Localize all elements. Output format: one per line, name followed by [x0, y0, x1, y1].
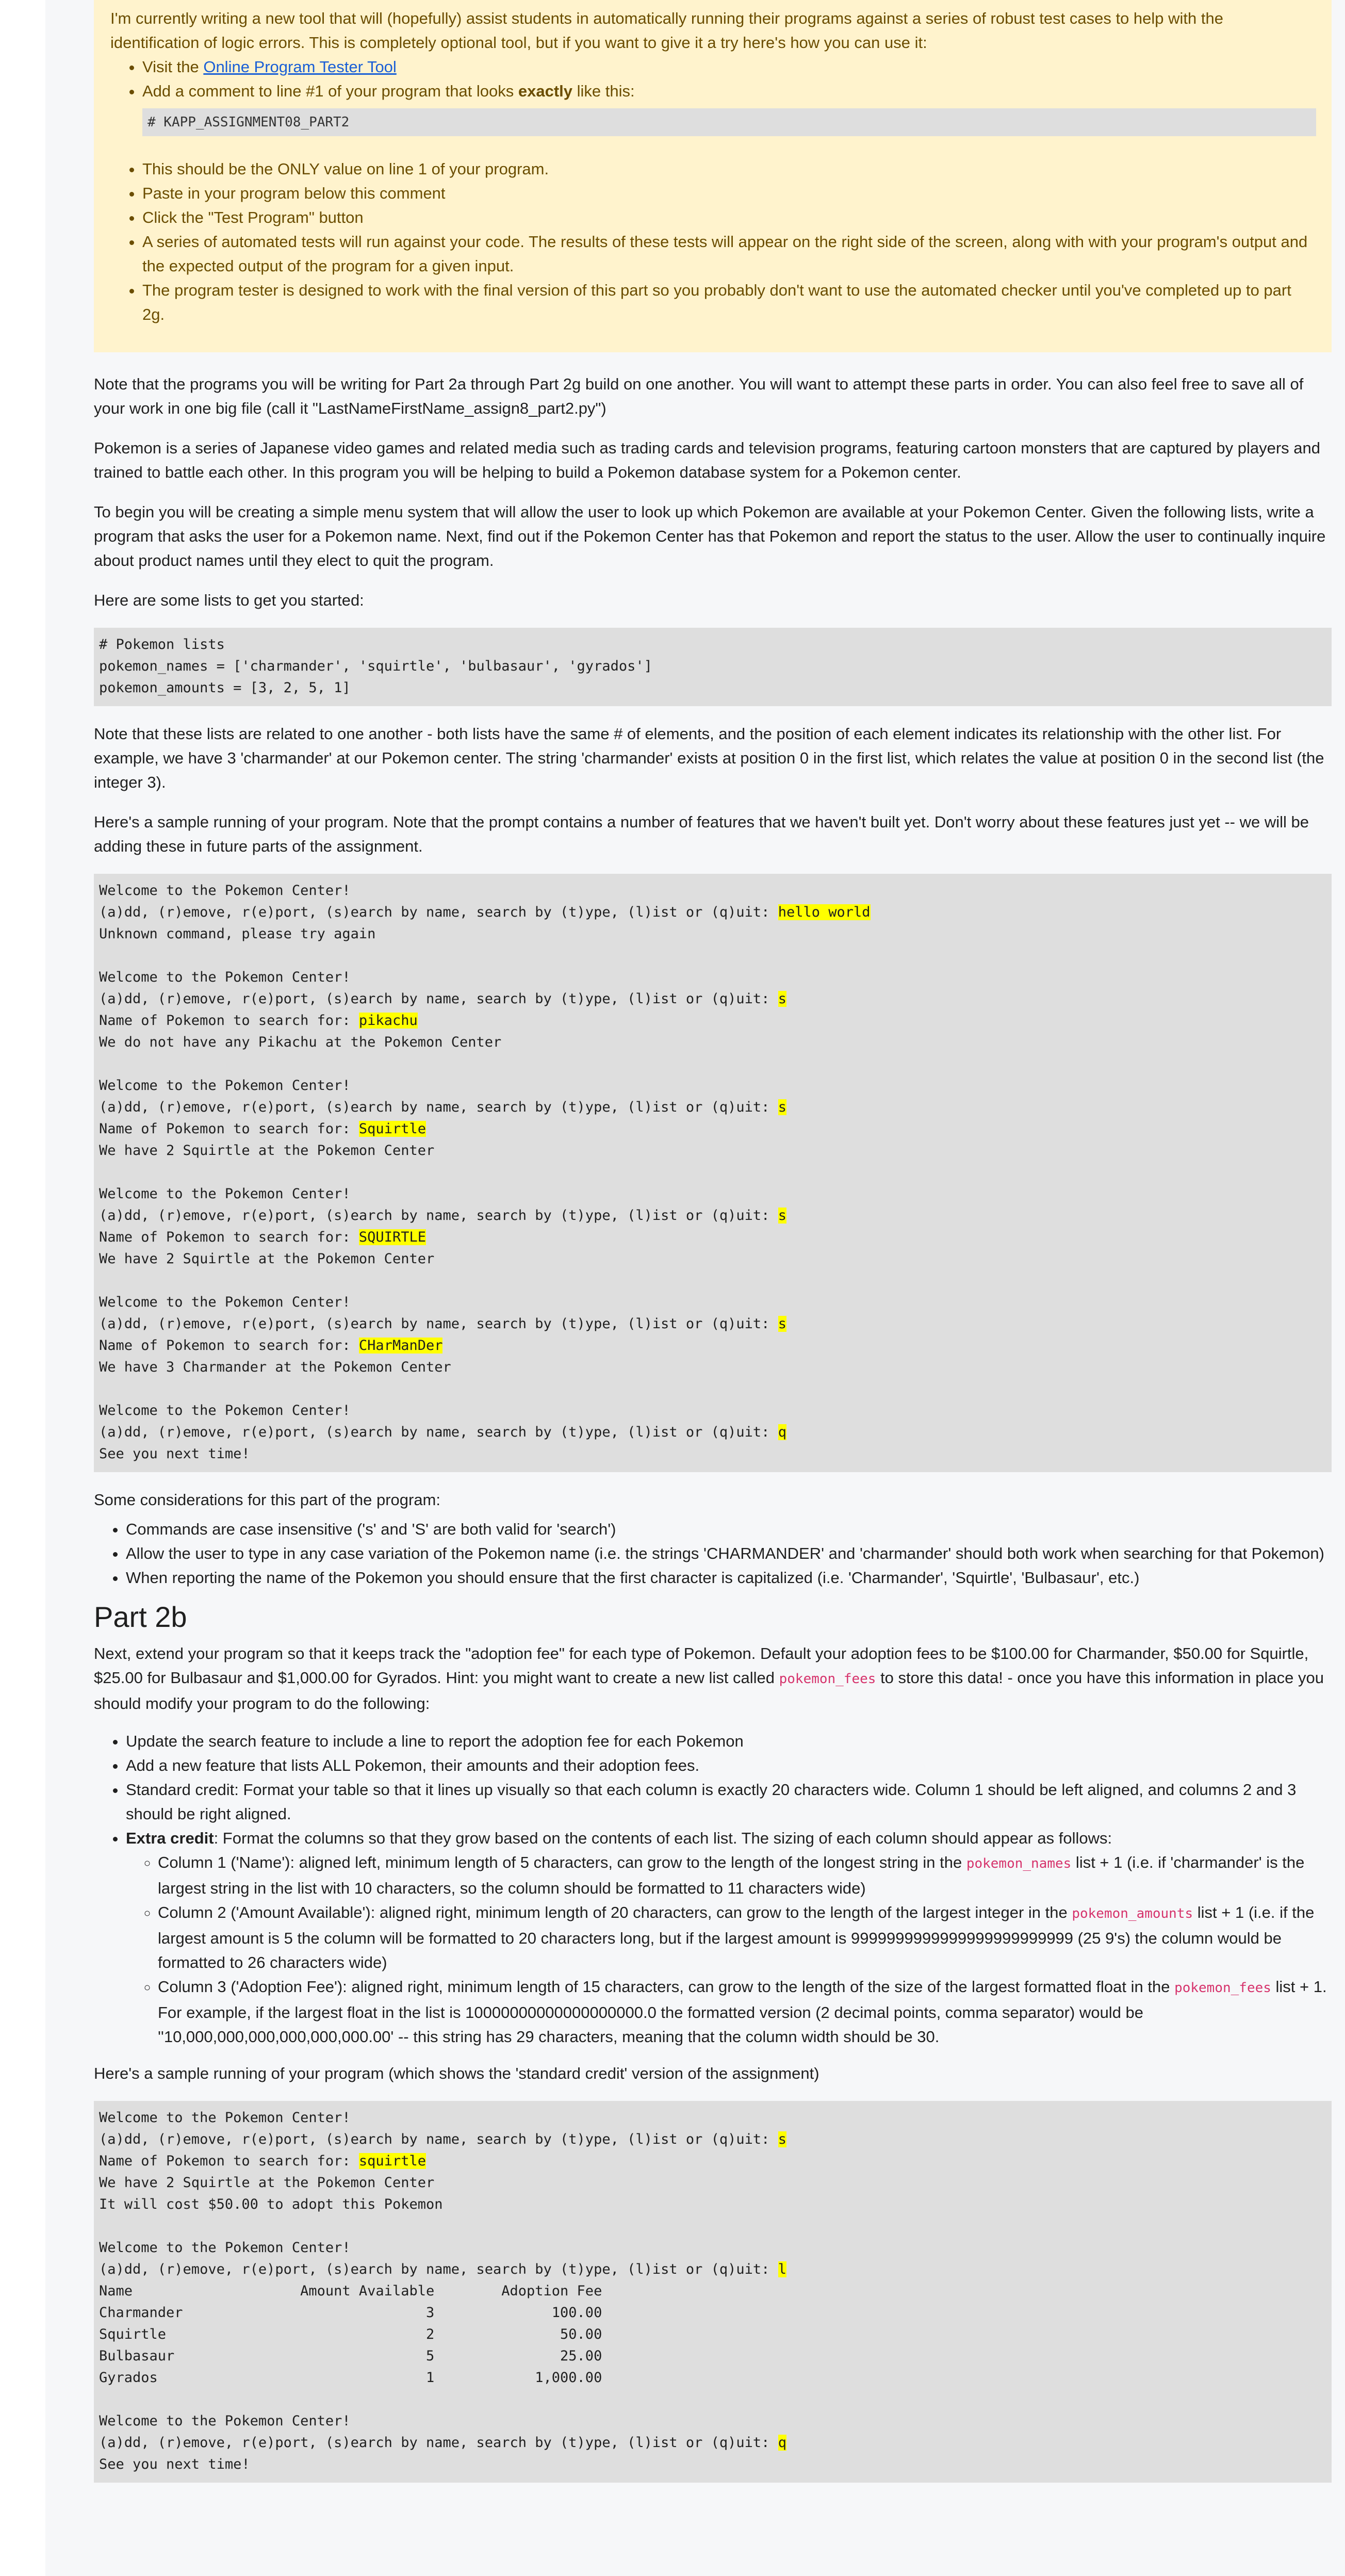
extra-credit-sublist [126, 1850, 1332, 2049]
prompt-text: (a)dd, (r)emove, r(e)port, (s)earch by name, search by (t)ype, (l)ist or (q)uit: [99, 2131, 778, 2147]
list-item: • Commands are case insensitive ('s' and 'S' are both valid for 'search') [126, 1517, 1332, 1541]
user-input: s [778, 1208, 786, 1224]
prompt-text: (a)dd, (r)emove, r(e)port, (s)earch by name, search by (t)ype, (l)ist or (q)uit: [99, 1208, 778, 1224]
user-input: SQUIRTLE [358, 1229, 426, 1245]
comment-prefix: Add a comment to line #1 of your program that looks [142, 82, 518, 100]
user-input: q [778, 1424, 786, 1440]
output-line: See you next time! [99, 1446, 250, 1462]
text-fragment: Column 2 ('Amount Available'): aligned right, minimum length of 20 characters, can grow to the length of the largest integer in the [158, 1903, 1072, 1921]
output-line: We have 2 Squirtle at the Pokemon Center [99, 1143, 435, 1159]
welcome-line: Welcome to the Pokemon Center! [99, 2240, 351, 2256]
search-prompt: Name of Pokemon to search for: [99, 1013, 359, 1029]
visit-prefix: Visit the [142, 58, 204, 76]
welcome-line: Welcome to the Pokemon Center! [99, 883, 351, 899]
welcome-line: Welcome to the Pokemon Center! [99, 1186, 351, 1202]
text-fragment: : Format the columns so that they grow based on the contents of each list. The sizing of each column should appear as follows: [214, 1829, 1112, 1847]
code-line: pokemon_names = ['charmander', 'squirtle', 'bulbasaur', 'gyrados'] [99, 658, 652, 674]
welcome-line: Welcome to the Pokemon Center! [99, 1403, 351, 1419]
list-item: • Allow the user to type in any case variation of the Pokemon name (i.e. the strings 'CHARMANDER' and 'charmander' should both work when searching for that Pokemon) [126, 1541, 1332, 1566]
notice-step: • The program tester is designed to work with the final version of this part so you probably don't want to use the automated checker until you've completed up to part 2g. [142, 278, 1316, 327]
notice-step: • Click the "Test Program" button [142, 205, 1316, 230]
prompt-text: (a)dd, (r)emove, r(e)port, (s)earch by name, search by (t)ype, (l)ist or (q)uit: [99, 991, 778, 1007]
text-fragment: Column 1 ('Name'): aligned left, minimum length of 5 characters, can grow to the length of the longest string in the [158, 1853, 966, 1871]
table-row: Squirtle 2 50.00 [99, 2326, 602, 2342]
prompt-text: (a)dd, (r)emove, r(e)port, (s)earch by name, search by (t)ype, (l)ist or (q)uit: [99, 1316, 778, 1332]
search-prompt: Name of Pokemon to search for: [99, 1121, 359, 1137]
prompt-text: (a)dd, (r)emove, r(e)port, (s)earch by name, search by (t)ype, (l)ist or (q)uit: [99, 2261, 778, 2277]
paragraph: Note that these lists are related to one another - both lists have the same # of elements, and the position of each element indicates its relationship with the other list. For example, we have 3 'charmander' at our Pokemon center. The string 'charmander' exists at position 0 in the first list, which relates the value at position 0 in the second list (the integer 3). [94, 725, 1324, 791]
comment-code-block: # KAPP_ASSIGNMENT08_PART2 [142, 108, 1316, 136]
output-line: We have 2 Squirtle at the Pokemon Center [99, 1251, 435, 1267]
paragraph: Here's a sample running of your program. Note that the prompt contains a number of features that we haven't built yet. Don't worry about these features just yet -- we will be adding these in future parts of the assignment. [94, 813, 1309, 855]
sub-list-item [158, 1975, 1332, 2049]
considerations-list [94, 1517, 1332, 1590]
list-item: • When reporting the name of the Pokemon you should ensure that the first character is capitalized (i.e. 'Charmander', 'Squirtle', 'Bulbasaur', etc.) [126, 1566, 1332, 1590]
inline-code: pokemon_amounts [1072, 1906, 1193, 1921]
user-input: s [778, 1316, 786, 1332]
welcome-line: Welcome to the Pokemon Center! [99, 2413, 351, 2429]
list-item-extra-credit [126, 1826, 1332, 2049]
user-input: s [778, 991, 786, 1007]
list-item: • Add a new feature that lists ALL Pokemon, their amounts and their adoption fees. [126, 1753, 1332, 1778]
table-row: Charmander 3 100.00 [99, 2305, 602, 2321]
welcome-line: Welcome to the Pokemon Center! [99, 1294, 351, 1310]
prompt-text: (a)dd, (r)emove, r(e)port, (s)earch by name, search by (t)ype, (l)ist or (q)uit: [99, 904, 778, 920]
text-fragment: Next, extend your program so that it keeps track the "adoption fee" for each type of Pokemon. Default your adoption fees to be $100.00 for Charmander, $50.00 for Squirtle, $25.00 for Bulbasaur and $1,000.00 for Gyrados. Hint: you might want to create a new list called [94, 1644, 1309, 1687]
table-row: Gyrados 1 1,000.00 [99, 2370, 602, 2386]
online-tester-link[interactable]: Online Program Tester Tool [203, 58, 397, 76]
code-line: pokemon_amounts = [3, 2, 5, 1] [99, 680, 351, 696]
table-row: Bulbasaur 5 25.00 [99, 2348, 602, 2364]
user-input: l [778, 2261, 786, 2277]
part-2b-list [94, 1729, 1332, 2049]
prompt-text: (a)dd, (r)emove, r(e)port, (s)earch by name, search by (t)ype, (l)ist or (q)uit: [99, 1099, 778, 1115]
user-input: q [778, 2435, 786, 2451]
output-line: Unknown command, please try again [99, 926, 376, 942]
search-prompt: Name of Pokemon to search for: [99, 1338, 359, 1354]
extra-credit-label: Extra credit [126, 1829, 214, 1847]
table-header-line: Name Amount Available Adoption Fee [99, 2283, 602, 2299]
output-line: We have 2 Squirtle at the Pokemon Center [99, 2175, 435, 2191]
text-fragment: list + 1. For example, if the largest float in the list is 10000000000000000000.0 the formatted version (2 decimal points, comma separator) would be ''10,000,000,000,000,000,000.00' -- this string has 29 characters, meaning that the column width should be 30. [158, 1978, 1327, 2046]
comment-suffix: like this: [572, 82, 635, 100]
inline-code: pokemon_fees [1174, 1980, 1271, 1996]
sample-run-2 [94, 2101, 1332, 2483]
sub-list-item [158, 1900, 1332, 1975]
page-background [45, 0, 1345, 2576]
notice-step: • Paste in your program below this comment [142, 181, 1316, 205]
code-line: # Pokemon lists [99, 637, 225, 653]
notice-step: • A series of automated tests will run against your code. The results of these tests will appear on the right side of the screen, along with with your program's output and the expected output of the program for a given input. [142, 230, 1316, 278]
notice-step-visit [142, 55, 1316, 79]
assignment-content [94, 0, 1332, 2483]
paragraph: Some considerations for this part of the program: [94, 1491, 440, 1509]
list-item: • Standard credit: Format your table so that it lines up visually so that each column is exactly 20 characters wide. Column 1 should be left aligned, and columns 2 and 3 should be right aligned. [126, 1778, 1332, 1826]
comment-bold: exactly [518, 82, 573, 100]
notice-steps [110, 55, 1316, 327]
search-prompt: Name of Pokemon to search for: [99, 1229, 359, 1245]
search-prompt: Name of Pokemon to search for: [99, 2153, 359, 2169]
output-line: See you next time! [99, 2456, 250, 2472]
user-input: hello world [778, 904, 871, 920]
user-input: squirtle [358, 2153, 426, 2169]
notice-step-comment [142, 79, 1316, 136]
output-line: We do not have any Pikachu at the Pokemon Center [99, 1034, 502, 1050]
inline-code: pokemon_fees [779, 1671, 876, 1687]
tester-notice [94, 0, 1332, 352]
user-input: s [778, 1099, 786, 1115]
sub-list-item [158, 1850, 1332, 1900]
prompt-text: (a)dd, (r)emove, r(e)port, (s)earch by name, search by (t)ype, (l)ist or (q)uit: [99, 2435, 778, 2451]
text-fragment: list + 1 (i.e. if the largest amount is 5 the column will be formatted to 20 characters long, but if the largest amount is 9999999999999999999999999 (25 9's) the column would be formatted to 26 characters wide) [158, 1903, 1315, 1971]
output-line: We have 3 Charmander at the Pokemon Center [99, 1359, 451, 1375]
paragraph: Note that the programs you will be writing for Part 2a through Part 2g build on one another. You will want to attempt these parts in order. You can also feel free to save all of your work in one big file (call it "LastNameFirstName_assign8_part2.py") [94, 375, 1304, 417]
user-input: pikachu [358, 1013, 418, 1029]
notice-step: • This should be the ONLY value on line 1 of your program. [142, 157, 1316, 181]
text-fragment: to store this data! - once you have this information in place you should modify your program to do the following: [94, 1669, 1324, 1713]
user-input: CHarManDer [358, 1338, 443, 1354]
user-input: s [778, 2131, 786, 2147]
text-fragment: list + 1 (i.e. if 'charmander' is the largest string in the list with 10 characters, so the column should be formatted to 11 characters wide) [158, 1853, 1305, 1897]
sample-run-1 [94, 874, 1332, 1472]
paragraph [94, 1641, 1332, 1716]
paragraph: To begin you will be creating a simple menu system that will allow the user to look up which Pokemon are available at your Pokemon Center. Given the following lists, write a program that asks the user for a Pokemon name. Next, find out if the Pokemon Center has that Pokemon and report the status to the user. Allow the user to continually inquire about product names until they elect to quit the program. [94, 503, 1326, 569]
paragraph: Here are some lists to get you started: [94, 591, 364, 609]
notice-intro: I'm currently writing a new tool that will (hopefully) assist students in automatically running their programs against a series of robust test cases to help with the identification of logic errors. This is completely optional tool, but if you want to give it a try here's how you can use it: [110, 9, 1223, 52]
prompt-text: (a)dd, (r)emove, r(e)port, (s)earch by name, search by (t)ype, (l)ist or (q)uit: [99, 1424, 778, 1440]
inline-code: pokemon_names [966, 1856, 1072, 1871]
lists-code-block [94, 628, 1332, 706]
part-2b-heading: Part 2b [94, 1601, 187, 1633]
welcome-line: Welcome to the Pokemon Center! [99, 2110, 351, 2126]
paragraph: Pokemon is a series of Japanese video games and related media such as trading cards and television programs, featuring cartoon monsters that are captured by players and trained to battle each other. In this program you will be helping to build a Pokemon database system for a Pokemon center. [94, 439, 1320, 481]
text-fragment: Column 3 ('Adoption Fee'): aligned right, minimum length of 15 characters, can grow to the length of the size of the largest formatted float in the [158, 1978, 1175, 1996]
paragraph: Here's a sample running of your program (which shows the 'standard credit' version of the assignment) [94, 2064, 819, 2082]
welcome-line: Welcome to the Pokemon Center! [99, 969, 351, 985]
user-input: Squirtle [358, 1121, 426, 1137]
welcome-line: Welcome to the Pokemon Center! [99, 1078, 351, 1094]
list-item: • Update the search feature to include a line to report the adoption fee for each Pokemon [126, 1729, 1332, 1753]
output-line: It will cost $50.00 to adopt this Pokemon [99, 2196, 443, 2212]
